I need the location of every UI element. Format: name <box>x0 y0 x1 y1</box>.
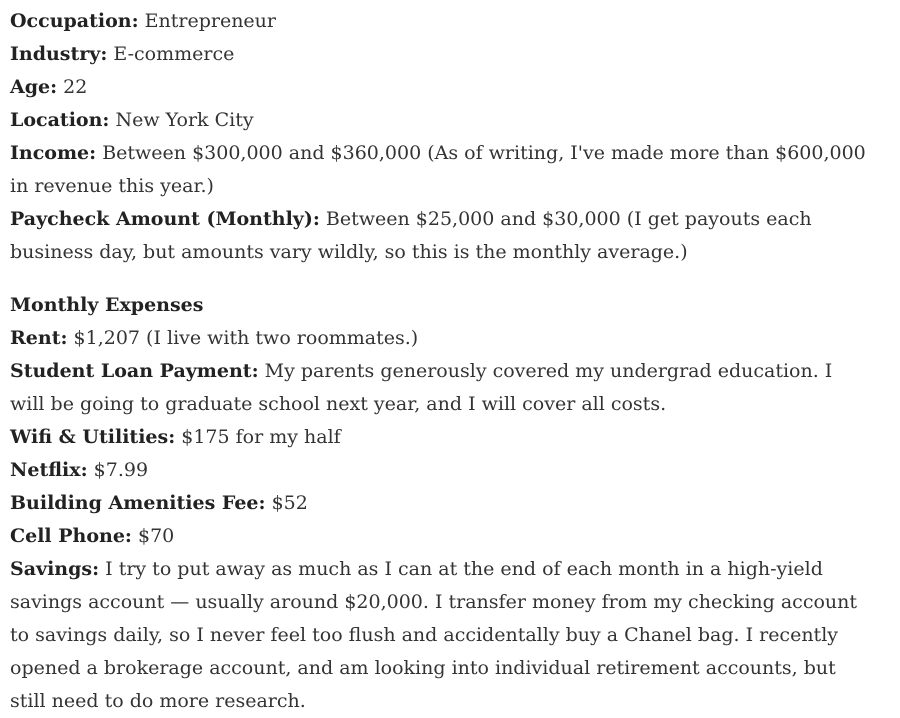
occupation-label: Occupation: <box>10 10 139 32</box>
expenses-section <box>10 322 870 718</box>
savings-value: I try to put away as much as I can at the end of each month in a high-yield savings account — usually around $20,000. I transfer money from my checking account to savings daily, so I never feel too flush and accidentally buy a Chanel bag. I recently opened a brokerage account, and am looking into individual retirement accounts, but still need to do more research. <box>10 558 858 712</box>
amenities-fee-label: Building Amenities Fee: <box>10 492 266 514</box>
netflix-line <box>10 454 870 487</box>
rent-line <box>10 322 870 355</box>
paycheck-value: Between $25,000 and $30,000 (I get payouts each business day, but amounts vary wildly, so this is the monthly average.) <box>10 208 812 263</box>
savings-line <box>10 553 870 718</box>
industry-line <box>10 38 870 71</box>
rent-label: Rent: <box>10 327 68 349</box>
wifi-utilities-label: Wifi & Utilities: <box>10 426 176 448</box>
location-label: Location: <box>10 109 110 131</box>
income-label: Income: <box>10 142 97 164</box>
paycheck-line <box>10 203 870 269</box>
cell-phone-value: $70 <box>131 525 175 547</box>
student-loan-label: Student Loan Payment: <box>10 360 259 382</box>
rent-value: $1,207 (I live with two roommates.) <box>67 327 419 349</box>
student-loan-value: My parents generously covered my undergrad education. I will be going to graduate school next year, and I will cover all costs. <box>10 360 833 415</box>
cell-phone-line <box>10 520 870 553</box>
occupation-line <box>10 5 870 38</box>
student-loan-line <box>10 355 870 421</box>
location-value: New York City <box>109 109 254 131</box>
monthly-expenses-heading: Monthly Expenses <box>10 294 204 316</box>
age-label: Age: <box>10 76 58 98</box>
income-line <box>10 137 870 203</box>
article-body <box>10 5 870 718</box>
amenities-fee-line <box>10 487 870 520</box>
industry-label: Industry: <box>10 43 108 65</box>
savings-label: Savings: <box>10 558 100 580</box>
amenities-fee-value: $52 <box>265 492 308 514</box>
industry-value: E-commerce <box>107 43 235 65</box>
netflix-label: Netflix: <box>10 459 88 481</box>
profile-section <box>10 5 870 269</box>
age-line <box>10 71 870 104</box>
location-line <box>10 104 870 137</box>
age-value: 22 <box>57 76 88 98</box>
wifi-utilities-value: $175 for my half <box>175 426 341 448</box>
occupation-value: Entrepreneur <box>138 10 276 32</box>
netflix-value: $7.99 <box>87 459 149 481</box>
income-value: Between $300,000 and $360,000 (As of writing, I've made more than $600,000 in revenue this year.) <box>10 142 866 197</box>
paycheck-label: Paycheck Amount (Monthly): <box>10 208 320 230</box>
wifi-utilities-line <box>10 421 870 454</box>
cell-phone-label: Cell Phone: <box>10 525 132 547</box>
